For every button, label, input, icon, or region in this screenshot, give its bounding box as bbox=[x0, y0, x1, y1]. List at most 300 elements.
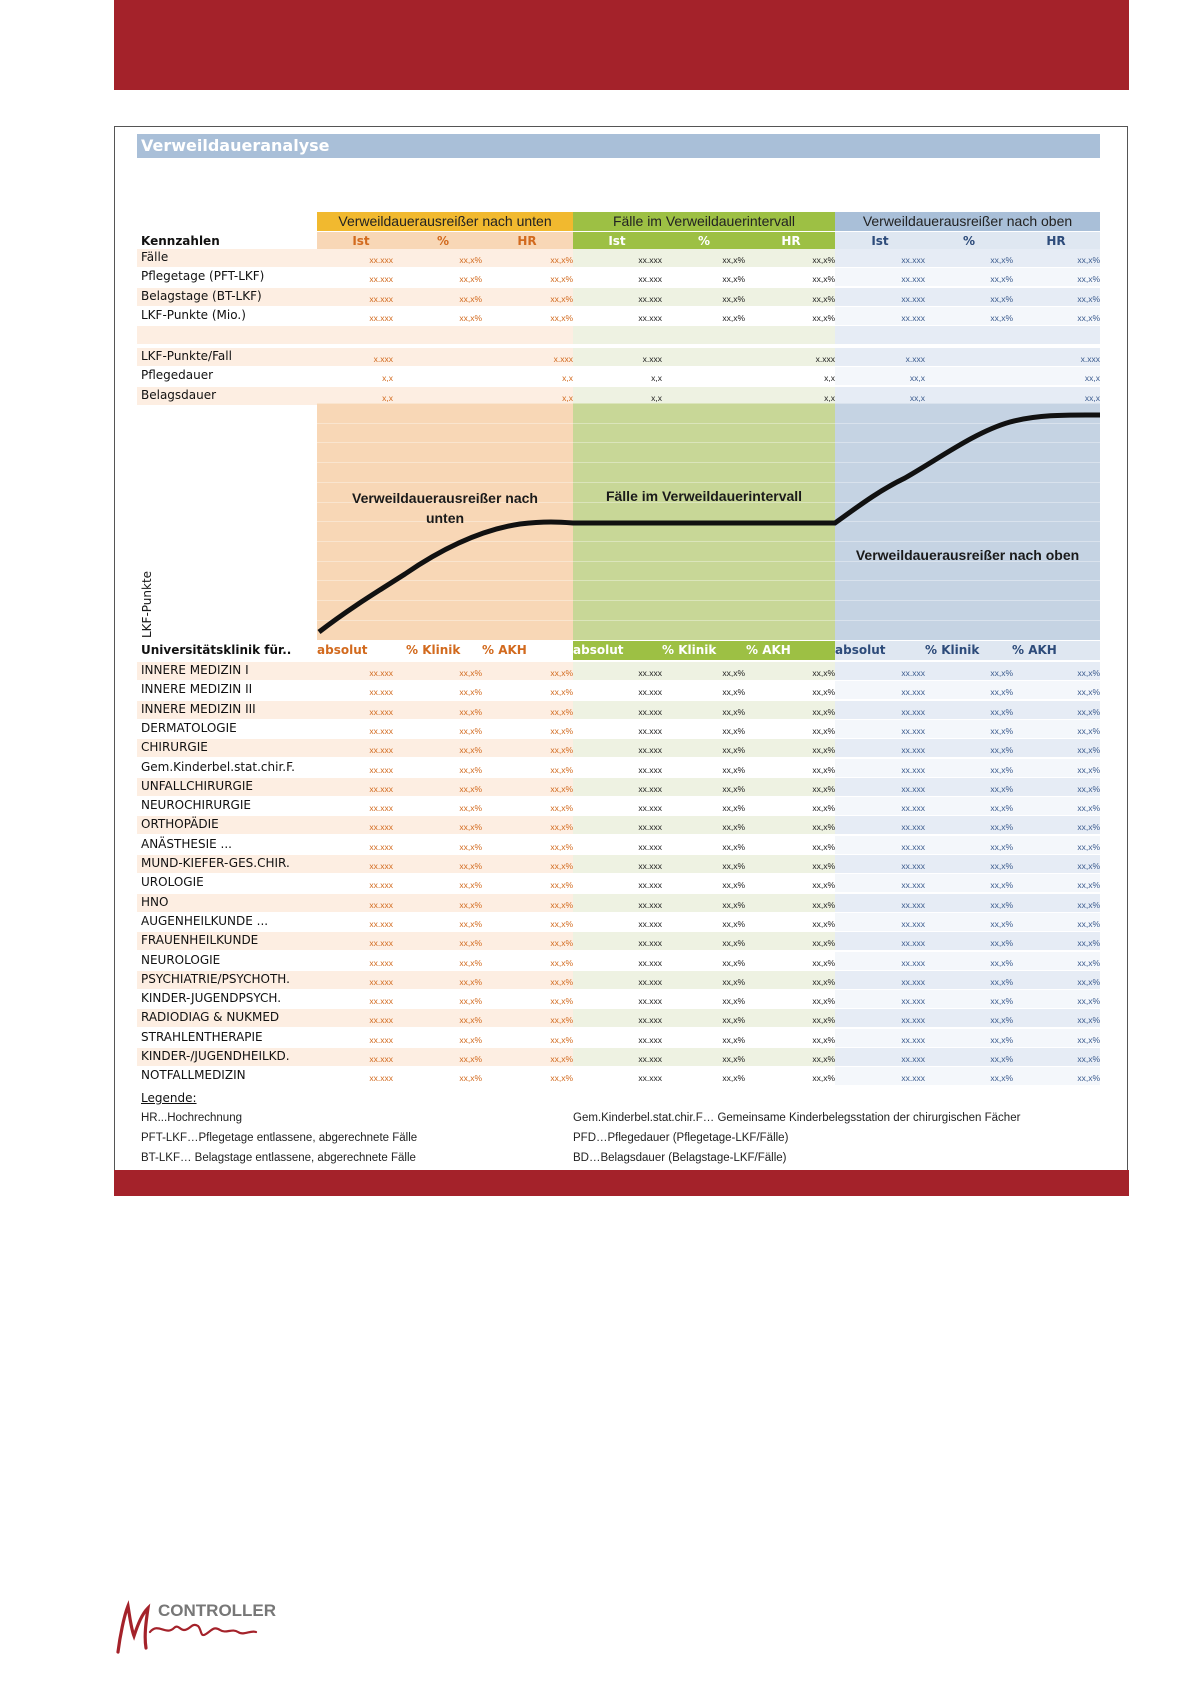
value-cell: xx,x% bbox=[812, 312, 835, 323]
row-label: ORTHOPÄDIE bbox=[141, 817, 219, 832]
value-cell: xx.xxx bbox=[638, 938, 662, 949]
value-cell: xx,x% bbox=[990, 1054, 1013, 1064]
row-stripe bbox=[137, 326, 317, 344]
value-cell: xx.xxx bbox=[369, 745, 393, 756]
value-cell: xx.xxx bbox=[901, 803, 925, 814]
value-cell: xx.xxx bbox=[901, 822, 925, 833]
value-cell: xx,x% bbox=[722, 880, 745, 891]
value-cell: xx.xxx bbox=[369, 880, 393, 891]
value-cell: xx,x% bbox=[812, 938, 835, 949]
value-cell: xx,x% bbox=[990, 274, 1013, 285]
value-cell: x,x bbox=[651, 373, 662, 384]
value-cell: xx.xxx bbox=[369, 255, 393, 265]
kliniken-column-header: % Klinik bbox=[925, 643, 980, 657]
value-cell: xx.xxx bbox=[638, 312, 662, 323]
value-cell: xx,x% bbox=[459, 783, 482, 794]
value-cell: xx,x% bbox=[459, 312, 482, 323]
row-label: UROLOGIE bbox=[141, 875, 204, 890]
value-cell: xx.xxx bbox=[369, 783, 393, 794]
value-cell: xx.xxx bbox=[638, 725, 662, 736]
value-cell: xx,x% bbox=[990, 687, 1013, 698]
row-label: MUND-KIEFER-GES.CHIR. bbox=[141, 856, 290, 870]
value-cell: xx,x% bbox=[550, 687, 573, 698]
value-cell: xx.xxx bbox=[369, 687, 393, 698]
value-cell: xx,x% bbox=[990, 880, 1013, 891]
value-cell: xx.xxx bbox=[901, 1054, 925, 1064]
value-cell: xx,x% bbox=[990, 957, 1013, 968]
value-cell: xx,x% bbox=[812, 996, 835, 1007]
value-cell: xx.xxx bbox=[901, 255, 925, 265]
value-cell: xx,x% bbox=[1077, 764, 1100, 775]
value-cell: xx,x% bbox=[722, 938, 745, 949]
value-cell: xx.xxx bbox=[901, 687, 925, 698]
value-cell: xx.xxx bbox=[369, 899, 393, 910]
value-cell: x.xxx bbox=[905, 354, 925, 364]
row-label: NEUROCHIRURGIE bbox=[141, 798, 251, 813]
value-cell: xx,x% bbox=[812, 861, 835, 871]
value-cell: xx,x% bbox=[722, 1015, 745, 1026]
row-stripe bbox=[835, 326, 1100, 344]
value-cell: xx.xxx bbox=[638, 861, 662, 871]
value-cell: xx.xxx bbox=[369, 976, 393, 987]
value-cell: xx,x% bbox=[722, 1073, 745, 1084]
value-cell: xx.xxx bbox=[638, 996, 662, 1007]
value-cell: xx,x% bbox=[812, 293, 835, 304]
column-header: Ist bbox=[352, 234, 370, 248]
value-cell: xx,x% bbox=[550, 255, 573, 265]
value-cell: xx,x% bbox=[990, 822, 1013, 833]
row-label: KINDER-JUGENDPSYCH. bbox=[141, 991, 282, 1006]
value-cell: xx,x% bbox=[722, 745, 745, 756]
value-cell: xx,x% bbox=[990, 861, 1013, 871]
column-header: HR bbox=[517, 234, 537, 248]
value-cell: xx,x% bbox=[990, 841, 1013, 852]
kliniken-column-header: % AKH bbox=[746, 643, 791, 657]
value-cell: x.xxx bbox=[815, 354, 835, 364]
value-cell: xx,x% bbox=[550, 274, 573, 285]
value-cell: xx,x% bbox=[459, 803, 482, 814]
value-cell: xx.xxx bbox=[901, 938, 925, 949]
value-cell: xx,x% bbox=[1077, 880, 1100, 891]
value-cell: xx.xxx bbox=[901, 274, 925, 285]
value-cell: xx,x% bbox=[550, 803, 573, 814]
row-stripe bbox=[317, 326, 573, 344]
value-cell: xx,x% bbox=[1077, 861, 1100, 871]
value-cell: xx,x% bbox=[990, 938, 1013, 949]
value-cell: xx,x% bbox=[722, 957, 745, 968]
value-cell: xx,x% bbox=[1077, 783, 1100, 794]
value-cell: xx,x% bbox=[550, 996, 573, 1007]
value-cell: xx,x% bbox=[990, 976, 1013, 987]
value-cell: xx,x% bbox=[550, 861, 573, 871]
value-cell: xx,x% bbox=[990, 745, 1013, 756]
value-cell: xx,x% bbox=[812, 687, 835, 698]
value-cell: xx,x% bbox=[990, 996, 1013, 1007]
value-cell: xx,x% bbox=[812, 764, 835, 775]
row-label: STRAHLENTHERAPIE bbox=[141, 1029, 263, 1044]
kennzahlen-header: Kennzahlen bbox=[141, 234, 220, 248]
value-cell: x.xxx bbox=[642, 354, 662, 364]
chart-gridline bbox=[317, 600, 1100, 601]
value-cell: xx.xxx bbox=[901, 996, 925, 1007]
value-cell: xx,x% bbox=[459, 918, 482, 929]
value-cell: xx.xxx bbox=[638, 1015, 662, 1026]
value-cell: x,x bbox=[382, 392, 393, 403]
value-cell: xx,x% bbox=[990, 803, 1013, 814]
value-cell: xx,x% bbox=[990, 312, 1013, 323]
value-cell: xx,x% bbox=[459, 725, 482, 736]
value-cell: xx.xxx bbox=[638, 957, 662, 968]
value-cell: xx,x% bbox=[459, 293, 482, 304]
chart-gridline bbox=[317, 403, 1100, 404]
value-cell: xx.xxx bbox=[369, 1015, 393, 1026]
value-cell: x,x bbox=[824, 392, 835, 403]
value-cell: xx.xxx bbox=[638, 880, 662, 891]
value-cell: xx.xxx bbox=[638, 255, 662, 265]
value-cell: xx.xxx bbox=[369, 957, 393, 968]
value-cell: xx.xxx bbox=[369, 293, 393, 304]
value-cell: xx.xxx bbox=[369, 725, 393, 736]
legend-item: HR...Hochrechnung bbox=[141, 1112, 242, 1124]
value-cell: xx,x% bbox=[990, 293, 1013, 304]
chart-gridline bbox=[317, 423, 1100, 424]
value-cell: xx,x% bbox=[812, 976, 835, 987]
value-cell: xx.xxx bbox=[369, 706, 393, 717]
header-bar bbox=[114, 0, 1129, 90]
legend-item: BT-LKF… Belagstage entlassene, abgerechnete Fälle bbox=[141, 1152, 416, 1164]
value-cell: xx,x% bbox=[812, 1073, 835, 1084]
column-header: HR bbox=[781, 234, 801, 248]
value-cell: xx,x% bbox=[459, 938, 482, 949]
row-label: Belagsdauer bbox=[141, 387, 217, 402]
value-cell: xx,x% bbox=[812, 957, 835, 968]
value-cell: xx.xxx bbox=[901, 880, 925, 891]
column-header: Ist bbox=[871, 234, 889, 248]
value-cell: xx.xxx bbox=[901, 312, 925, 323]
value-cell: xx,x% bbox=[459, 899, 482, 910]
kliniken-column-header: absolut bbox=[573, 643, 624, 657]
row-label: NEUROLOGIE bbox=[141, 952, 221, 967]
value-cell: xx.xxx bbox=[901, 745, 925, 756]
value-cell: xx,x% bbox=[990, 668, 1013, 678]
value-cell: xx,x% bbox=[459, 880, 482, 891]
value-cell: xx,x% bbox=[1077, 841, 1100, 852]
value-cell: xx,x% bbox=[1077, 1034, 1100, 1045]
value-cell: x.xxx bbox=[553, 354, 573, 364]
value-cell: xx,x% bbox=[722, 687, 745, 698]
value-cell: xx,x% bbox=[812, 918, 835, 929]
value-cell: xx,x% bbox=[550, 706, 573, 717]
value-cell: xx.xxx bbox=[369, 861, 393, 871]
value-cell: x.xxx bbox=[373, 354, 393, 364]
value-cell: xx,x% bbox=[1077, 938, 1100, 949]
value-cell: xx.xxx bbox=[369, 841, 393, 852]
kliniken-column-header: % AKH bbox=[482, 643, 527, 657]
value-cell: xx.xxx bbox=[901, 293, 925, 304]
value-cell: xx.xxx bbox=[901, 668, 925, 678]
value-cell: xx.xxx bbox=[369, 668, 393, 678]
group-header: Verweildauerausreißer nach oben bbox=[835, 212, 1100, 231]
value-cell: xx,x% bbox=[812, 899, 835, 910]
value-cell: xx.xxx bbox=[638, 822, 662, 833]
row-label: AUGENHEILKUNDE ... bbox=[141, 913, 269, 928]
value-cell: xx,x% bbox=[722, 1054, 745, 1064]
value-cell: xx,x% bbox=[459, 668, 482, 678]
value-cell: xx,x% bbox=[722, 976, 745, 987]
legend-item: PFD…Pflegedauer (Pflegetage-LKF/Fälle) bbox=[573, 1132, 789, 1144]
value-cell: xx,x bbox=[1084, 392, 1100, 403]
row-label: CHIRURGIE bbox=[141, 740, 208, 755]
value-cell: xx,x% bbox=[1077, 957, 1100, 968]
value-cell: xx,x% bbox=[812, 255, 835, 265]
row-label: FRAUENHEILKUNDE bbox=[141, 933, 259, 948]
value-cell: xx.xxx bbox=[369, 1034, 393, 1045]
column-header: % bbox=[697, 234, 711, 248]
group-header: Verweildauerausreißer nach unten bbox=[317, 212, 573, 231]
value-cell: xx,x% bbox=[1077, 293, 1100, 304]
chart-gridline bbox=[317, 541, 1100, 542]
value-cell: xx,x% bbox=[722, 996, 745, 1007]
value-cell: xx.xxx bbox=[638, 976, 662, 987]
value-cell: xx.xxx bbox=[638, 745, 662, 756]
value-cell: xx.xxx bbox=[638, 706, 662, 717]
value-cell: xx,x% bbox=[459, 706, 482, 717]
value-cell: xx.xxx bbox=[901, 1073, 925, 1084]
value-cell: xx,x% bbox=[990, 764, 1013, 775]
value-cell: xx,x% bbox=[459, 1054, 482, 1064]
row-label: NOTFALLMEDIZIN bbox=[141, 1068, 246, 1083]
value-cell: xx,x% bbox=[1077, 822, 1100, 833]
value-cell: xx.xxx bbox=[638, 293, 662, 304]
value-cell: xx.xxx bbox=[369, 938, 393, 949]
value-cell: xx,x% bbox=[1077, 899, 1100, 910]
value-cell: xx,x% bbox=[722, 803, 745, 814]
row-label: Gem.Kinderbel.stat.chir.F. bbox=[141, 759, 295, 774]
value-cell: xx.xxx bbox=[901, 1015, 925, 1026]
value-cell: xx,x% bbox=[812, 668, 835, 678]
row-label: LKF-Punkte/Fall bbox=[141, 349, 232, 363]
value-cell: xx,x% bbox=[990, 255, 1013, 265]
value-cell: xx.xxx bbox=[638, 1054, 662, 1064]
value-cell: xx.xxx bbox=[901, 841, 925, 852]
value-cell: xx.xxx bbox=[638, 918, 662, 929]
value-cell: xx.xxx bbox=[901, 861, 925, 871]
value-cell: xx,x% bbox=[812, 1034, 835, 1045]
value-cell: xx,x% bbox=[550, 880, 573, 891]
value-cell: xx,x% bbox=[550, 725, 573, 736]
value-cell: xx,x% bbox=[812, 1054, 835, 1064]
value-cell: xx,x% bbox=[812, 725, 835, 736]
row-label: KINDER-/JUGENDHEILKD. bbox=[141, 1049, 290, 1063]
value-cell: xx,x% bbox=[550, 1073, 573, 1084]
value-cell: xx,x% bbox=[459, 976, 482, 987]
row-label: INNERE MEDIZIN II bbox=[141, 682, 253, 697]
value-cell: xx,x% bbox=[990, 725, 1013, 736]
value-cell: xx,x% bbox=[812, 783, 835, 794]
value-cell: xx,x% bbox=[990, 1034, 1013, 1045]
value-cell: xx,x% bbox=[1077, 745, 1100, 756]
value-cell: xx.xxx bbox=[638, 764, 662, 775]
value-cell: xx.xxx bbox=[638, 783, 662, 794]
row-label: INNERE MEDIZIN I bbox=[141, 663, 249, 677]
value-cell: xx,x% bbox=[1077, 312, 1100, 323]
column-header: % bbox=[436, 234, 450, 248]
value-cell: xx,x% bbox=[550, 822, 573, 833]
legend-item: BD…Belagsdauer (Belagstage-LKF/Fälle) bbox=[573, 1152, 787, 1164]
value-cell: xx,x% bbox=[812, 841, 835, 852]
value-cell: xx,x% bbox=[459, 745, 482, 756]
value-cell: xx,x% bbox=[812, 745, 835, 756]
kliniken-column-header: % Klinik bbox=[662, 643, 717, 657]
value-cell: xx,x% bbox=[722, 764, 745, 775]
row-label: ANÄSTHESIE ... bbox=[141, 836, 232, 851]
value-cell: xx,x% bbox=[550, 976, 573, 987]
value-cell: xx.xxx bbox=[901, 957, 925, 968]
kliniken-column-header: % Klinik bbox=[406, 643, 461, 657]
chart-gridline bbox=[317, 442, 1100, 443]
row-label: UNFALLCHIRURGIE bbox=[141, 778, 253, 793]
chart-gridline bbox=[317, 462, 1100, 463]
value-cell: xx,x% bbox=[722, 293, 745, 304]
value-cell: xx.xxx bbox=[369, 274, 393, 285]
value-cell: x,x bbox=[824, 373, 835, 384]
value-cell: x,x bbox=[562, 392, 573, 403]
value-cell: xx,x% bbox=[722, 841, 745, 852]
value-cell: xx,x% bbox=[459, 687, 482, 698]
kliniken-header: Universitätsklinik für.. bbox=[141, 643, 292, 657]
kliniken-column-header: absolut bbox=[317, 643, 368, 657]
value-cell: xx.xxx bbox=[369, 996, 393, 1007]
value-cell: xx,x% bbox=[1077, 687, 1100, 698]
value-cell: xx,x% bbox=[1077, 725, 1100, 736]
value-cell: xx,x% bbox=[990, 899, 1013, 910]
value-cell: xx.xxx bbox=[638, 687, 662, 698]
value-cell: xx,x% bbox=[459, 1015, 482, 1026]
chart-label-above: Verweildauerausreißer nach oben bbox=[855, 547, 1080, 563]
value-cell: x,x bbox=[382, 373, 393, 384]
value-cell: xx,x% bbox=[812, 1015, 835, 1026]
value-cell: xx,x% bbox=[812, 803, 835, 814]
value-cell: xx,x% bbox=[459, 861, 482, 871]
value-cell: xx,x% bbox=[550, 899, 573, 910]
row-label: DERMATOLOGIE bbox=[141, 720, 237, 735]
value-cell: xx.xxx bbox=[901, 899, 925, 910]
value-cell: xx.xxx bbox=[901, 1034, 925, 1045]
value-cell: xx.xxx bbox=[638, 841, 662, 852]
value-cell: xx.xxx bbox=[638, 1034, 662, 1045]
group-header: Fälle im Verweildauerintervall bbox=[573, 212, 835, 231]
value-cell: xx,x% bbox=[550, 312, 573, 323]
value-cell: xx,x% bbox=[722, 725, 745, 736]
chart-gridline bbox=[317, 620, 1100, 621]
value-cell: xx,x% bbox=[550, 1054, 573, 1064]
value-cell: xx,x% bbox=[990, 1073, 1013, 1084]
value-cell: xx,x% bbox=[1077, 918, 1100, 929]
value-cell: xx.xxx bbox=[901, 783, 925, 794]
value-cell: xx,x% bbox=[459, 996, 482, 1007]
value-cell: xx,x% bbox=[550, 764, 573, 775]
row-label: Pflegetage (PFT-LKF) bbox=[141, 269, 265, 284]
value-cell: xx.xxx bbox=[369, 1073, 393, 1084]
legend-item: Gem.Kinderbel.stat.chir.F… Gemeinsame Kinderbelegsstation der chirurgischen Fächer bbox=[573, 1112, 1021, 1124]
legend-title: Legende: bbox=[141, 1091, 197, 1105]
value-cell: xx,x% bbox=[990, 1015, 1013, 1026]
value-cell: xx,x% bbox=[459, 957, 482, 968]
value-cell: xx,x bbox=[1084, 373, 1100, 384]
value-cell: xx.xxx bbox=[369, 918, 393, 929]
chart-label-below: Verweildauerausreißer nach unten bbox=[352, 490, 538, 526]
value-cell: xx,x% bbox=[459, 822, 482, 833]
value-cell: xx,x% bbox=[550, 745, 573, 756]
value-cell: xx.xxx bbox=[369, 312, 393, 323]
value-cell: xx,x% bbox=[550, 918, 573, 929]
value-cell: xx,x% bbox=[722, 706, 745, 717]
value-cell: xx,x% bbox=[1077, 1073, 1100, 1084]
value-cell: xx,x% bbox=[550, 293, 573, 304]
row-label: INNERE MEDIZIN III bbox=[141, 701, 256, 716]
value-cell: xx,x bbox=[909, 392, 925, 403]
column-header: Ist bbox=[608, 234, 626, 248]
value-cell: xx,x% bbox=[722, 783, 745, 794]
value-cell: xx,x% bbox=[722, 1034, 745, 1045]
value-cell: xx,x% bbox=[722, 899, 745, 910]
value-cell: x.xxx bbox=[1080, 354, 1100, 364]
value-cell: xx,x% bbox=[722, 918, 745, 929]
value-cell: xx,x% bbox=[1077, 803, 1100, 814]
value-cell: xx,x% bbox=[550, 841, 573, 852]
value-cell: xx,x% bbox=[1077, 668, 1100, 678]
value-cell: xx,x% bbox=[990, 783, 1013, 794]
value-cell: xx,x bbox=[909, 373, 925, 384]
value-cell: xx,x% bbox=[1077, 996, 1100, 1007]
value-cell: xx,x% bbox=[1077, 976, 1100, 987]
value-cell: xx,x% bbox=[812, 706, 835, 717]
value-cell: xx.xxx bbox=[369, 764, 393, 775]
value-cell: xx,x% bbox=[722, 861, 745, 871]
chart-gridline bbox=[317, 580, 1100, 581]
value-cell: xx,x% bbox=[1077, 1054, 1100, 1064]
value-cell: xx.xxx bbox=[901, 764, 925, 775]
row-label: PSYCHIATRIE/PSYCHOTH. bbox=[141, 971, 290, 986]
value-cell: xx.xxx bbox=[901, 918, 925, 929]
chart-y-label: LKF-Punkte bbox=[140, 570, 154, 638]
value-cell: xx,x% bbox=[722, 274, 745, 285]
row-label: Fälle bbox=[141, 250, 169, 264]
row-label: LKF-Punkte (Mio.) bbox=[141, 307, 246, 322]
value-cell: xx,x% bbox=[550, 1034, 573, 1045]
row-label: HNO bbox=[141, 894, 169, 909]
value-cell: xx.xxx bbox=[369, 803, 393, 814]
kliniken-column-header: % AKH bbox=[1012, 643, 1057, 657]
value-cell: x,x bbox=[562, 373, 573, 384]
value-cell: xx,x% bbox=[550, 938, 573, 949]
value-cell: xx.xxx bbox=[901, 706, 925, 717]
value-cell: xx,x% bbox=[722, 255, 745, 265]
footer-bar bbox=[114, 1170, 1129, 1196]
row-stripe bbox=[573, 326, 835, 344]
value-cell: xx,x% bbox=[550, 668, 573, 678]
value-cell: xx,x% bbox=[550, 783, 573, 794]
value-cell: xx.xxx bbox=[638, 668, 662, 678]
chart-label-interval: Fälle im Verweildauerintervall bbox=[605, 488, 803, 504]
value-cell: xx,x% bbox=[990, 706, 1013, 717]
value-cell: xx,x% bbox=[990, 918, 1013, 929]
svg-text:CONTROLLER: CONTROLLER bbox=[158, 1601, 277, 1620]
column-header: HR bbox=[1046, 234, 1066, 248]
page-title: Verweildaueranalyse bbox=[141, 136, 330, 155]
column-header: % bbox=[962, 234, 976, 248]
value-cell: xx,x% bbox=[722, 312, 745, 323]
